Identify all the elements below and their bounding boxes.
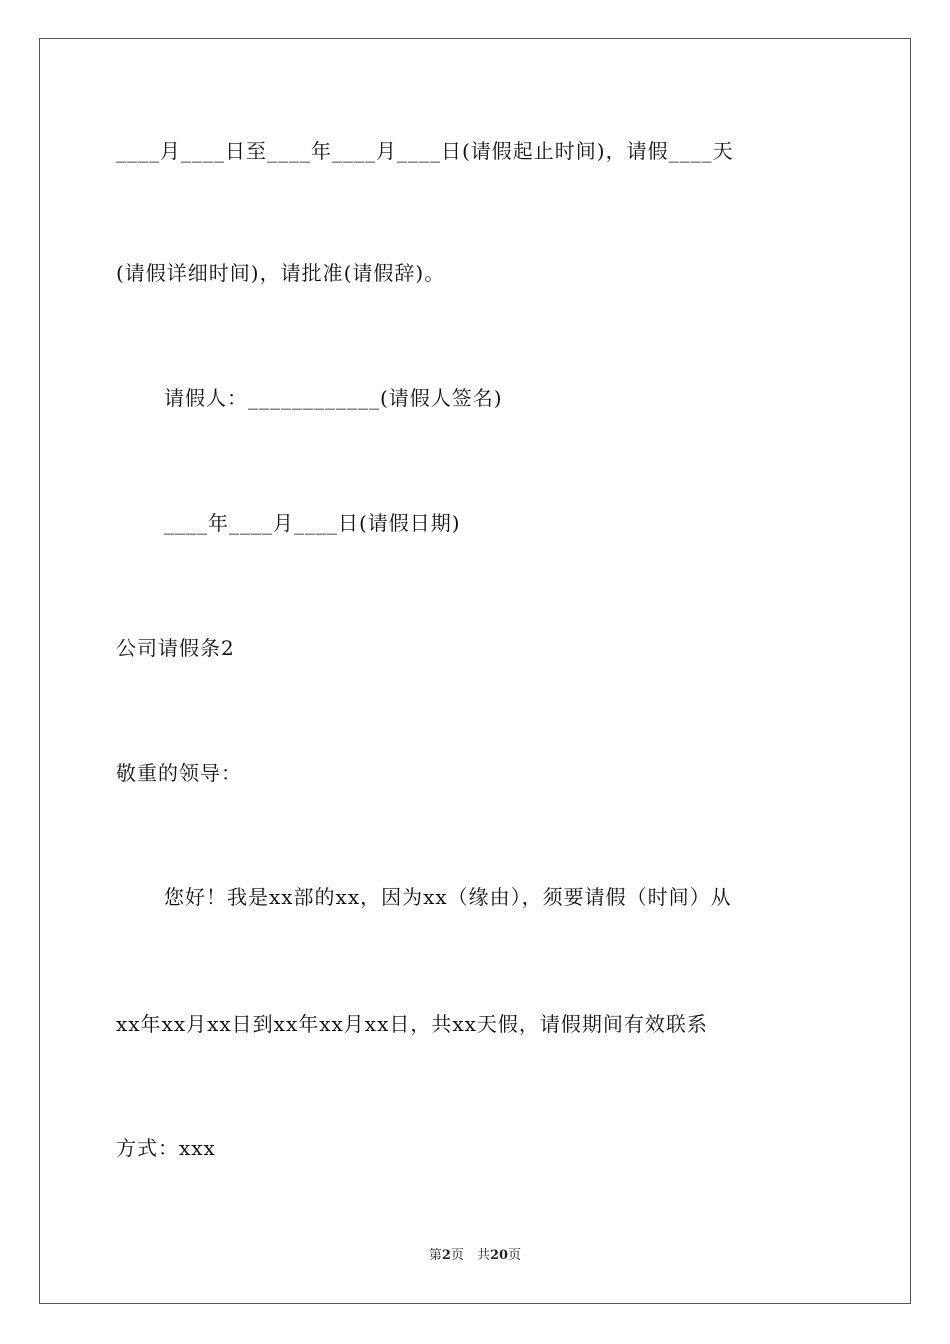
- page-number-footer: [0, 1247, 950, 1265]
- page-frame: [39, 38, 911, 1304]
- salutation: 敬重的领导：: [116, 761, 242, 785]
- footer-prefix: 第: [428, 1248, 442, 1263]
- total-page-number: 20: [489, 1248, 509, 1263]
- applicant-signature-line: 请假人：____________(请假人签名): [164, 386, 503, 410]
- section-heading: 公司请假条2: [116, 636, 235, 660]
- footer-suffix: 页: [508, 1248, 522, 1263]
- body-paragraph-line-1: 您好！我是xx部的xx，因为xx（缘由），须要请假（时间）从: [164, 885, 732, 909]
- body-paragraph-line-2: xx年xx月xx日到xx年xx月xx日，共xx天假，请假期间有效联系: [116, 1012, 708, 1036]
- application-date-line: ____年____月____日(请假日期): [164, 511, 461, 535]
- body-paragraph-line-3: 方式：xxx: [116, 1136, 216, 1160]
- footer-mid: 页 共: [450, 1248, 490, 1263]
- leave-period-line: ____月____日至____年____月____日(请假起止时间)，请假____天: [116, 139, 734, 163]
- current-page-number: 2: [441, 1248, 451, 1263]
- leave-detail-line: (请假详细时间)，请批准(请假辞)。: [116, 261, 446, 285]
